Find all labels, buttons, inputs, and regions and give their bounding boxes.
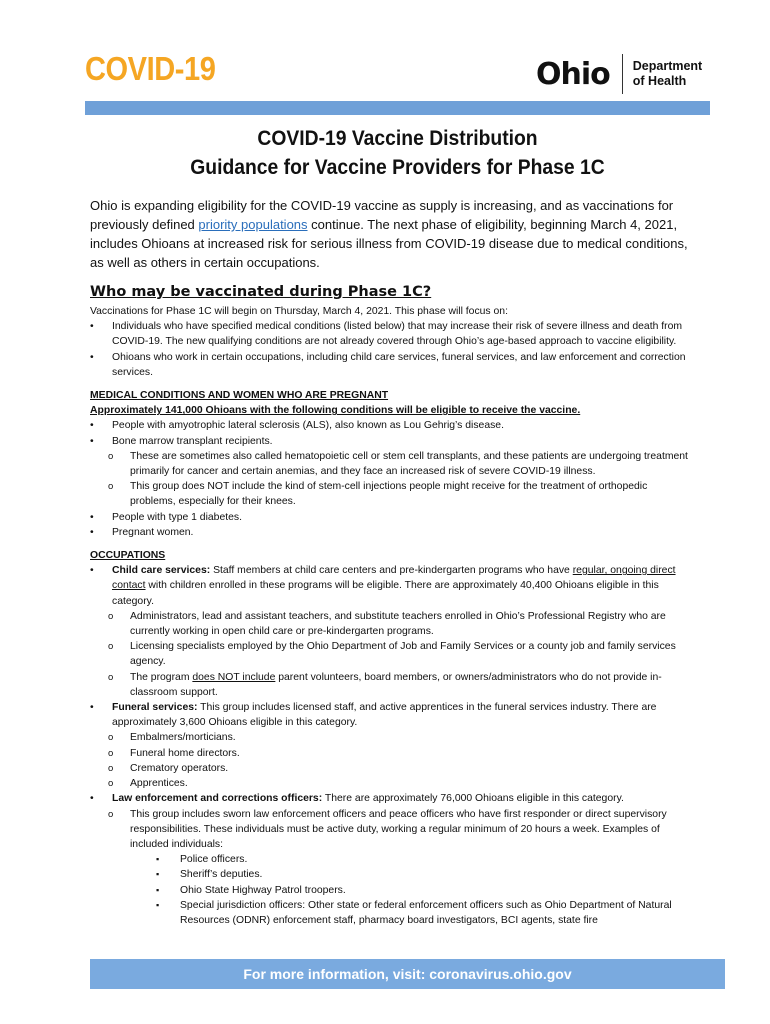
intro-text-before: Ohio is expanding eligibility for the COVID-19 vaccine as supply is increasing, and as vaccinations for previously defined — [90, 198, 674, 232]
funeral-sub-1: o Embalmers/morticians. — [90, 730, 690, 745]
occupations-heading: OCCUPATIONS — [90, 550, 166, 562]
logo-dept-line2: of Health — [632, 74, 687, 88]
logo-ohio-word: Ohio — [536, 56, 610, 92]
occupation-funeral — [90, 700, 690, 791]
childcare-sub3-after: parent volunteers, board members, or owners/administrators who do not provide in-classroom support. — [130, 671, 662, 698]
childcare-sub3-underline: does NOT include — [192, 671, 276, 683]
law-label: Law enforcement and corrections officers: — [112, 793, 323, 805]
footer-bar — [90, 959, 725, 989]
footer-text: For more information, visit: coronavirus.ohio.gov — [243, 966, 572, 982]
law-text: There are approximately 76,000 Ohioans eligible in this category. — [322, 793, 624, 805]
childcare-underline: regular, ongoing direct contact — [112, 565, 676, 592]
childcare-sub-2: o Licensing specialists employed by the Ohio Department of Job and Family Services or a county job and family services agency. — [90, 639, 690, 669]
childcare-text2: with children enrolled in these programs will be eligible. There are approximately 40,400 Ohioans eligible in this category. — [112, 580, 659, 607]
marrow-sub-2: o This group does NOT include the kind of stem-cell injections people might receive for the treatment of orthopedic problems, especially for their knees. — [90, 479, 690, 509]
law-sub-1 — [90, 807, 690, 929]
marrow-label: Bone marrow transplant recipients. — [112, 435, 273, 447]
who-bullet-medical: • Individuals who have specified medical conditions (listed below) that may increase their risk of severe illness and death from COVID-19. The new qualifying conditions are not already covered through Ohio’s age-based approach to vaccine eligibility. — [90, 319, 690, 349]
childcare-text1: Staff members at child care centers and pre-kindergarten programs who have — [210, 565, 573, 577]
logo-dept-line1: Department — [632, 59, 703, 73]
occupation-law-enforcement — [90, 791, 690, 928]
document-title-line2: Guidance for Vaccine Providers for Phase 1C — [190, 156, 605, 179]
funeral-sub-3: o Crematory operators. — [90, 761, 690, 776]
marrow-sub-1: o These are sometimes also called hematopoietic cell or stem cell transplants, and these patients are undergoing treatment primarily for cancer and certain anemias, and they face an increased risk of severe COVID-19 illness. — [90, 449, 690, 479]
logo-divider — [622, 54, 623, 94]
intro-paragraph — [90, 196, 690, 272]
medical-bullet-type1-diabetes: • People with type 1 diabetes. — [90, 510, 690, 525]
intro-text-after: continue. The next phase of eligibility, beginning March 4, 2021, includes Ohioans at increased risk for serious illness from COVID-19 disease due to medical conditions, as well as others in certain occupations. — [90, 217, 688, 270]
medical-lead: Approximately 141,000 Ohioans with the following conditions will be eligible to receive the vaccine. — [90, 405, 581, 417]
law-example-4: ▪ Special jurisdiction officers: Other state or federal enforcement officers such as Ohio Department of Natural Resources (ODNR) enforcement staff, pharmacy board investigators, BCI agents, state fire — [90, 898, 690, 928]
childcare-label: Child care services: — [112, 565, 211, 577]
medical-bullet-marrow — [90, 434, 690, 510]
who-bullet-occupations: • Ohioans who work in certain occupations, including child care services, funeral services, and law enforcement and correction services. — [90, 350, 690, 380]
funeral-label: Funeral services: — [112, 702, 198, 714]
medical-heading: MEDICAL CONDITIONS AND WOMEN WHO ARE PREGNANT — [90, 390, 389, 402]
priority-populations-link[interactable]: priority populations — [198, 217, 308, 232]
childcare-sub-1: o Administrators, lead and assistant teachers, and substitute teachers enrolled in Ohio’s Professional Registry who are currently working in open child care or pre-kindergarten programs. — [90, 609, 690, 639]
law-example-3: ▪ Ohio State Highway Patrol troopers. — [90, 883, 690, 898]
who-heading: Who may be vaccinated during Phase 1C? — [90, 284, 432, 300]
document-title — [110, 124, 685, 182]
funeral-sub-4: o Apprentices. — [90, 776, 690, 791]
funeral-sub-2: o Funeral home directors. — [90, 746, 690, 761]
law-sub1-text: This group includes sworn law enforcement officers and peace officers who have first responder or direct supervisory responsibilities. These individuals must be active duty, working a regular minimum of 20 hours a week. Examples of included individuals: — [130, 808, 667, 850]
funeral-text: This group includes licensed staff, and active apprentices in the funeral services industry. There are approximately 3,600 Ohioans eligible in this category. — [112, 702, 657, 729]
ohio-department-of-health-logo — [536, 54, 702, 94]
who-lead: Vaccinations for Phase 1C will begin on Thursday, March 4, 2021. This phase will focus on: — [90, 306, 508, 317]
medical-bullet-als: • People with amyotrophic lateral sclerosis (ALS), also known as Lou Gehrig’s disease. — [90, 418, 690, 433]
occupation-childcare — [90, 563, 690, 700]
document-title-line1: COVID-19 Vaccine Distribution — [257, 127, 538, 150]
covid-brand-title: COVID-19 — [85, 50, 216, 87]
childcare-sub-3 — [90, 670, 690, 700]
medical-bullet-pregnant: • Pregnant women. — [90, 525, 690, 540]
document-body — [90, 196, 690, 928]
childcare-sub3-before: The program — [130, 671, 193, 683]
law-example-1: ▪ Police officers. — [90, 852, 690, 867]
header-bar — [85, 101, 710, 115]
law-example-2: ▪ Sheriff’s deputies. — [90, 867, 690, 882]
